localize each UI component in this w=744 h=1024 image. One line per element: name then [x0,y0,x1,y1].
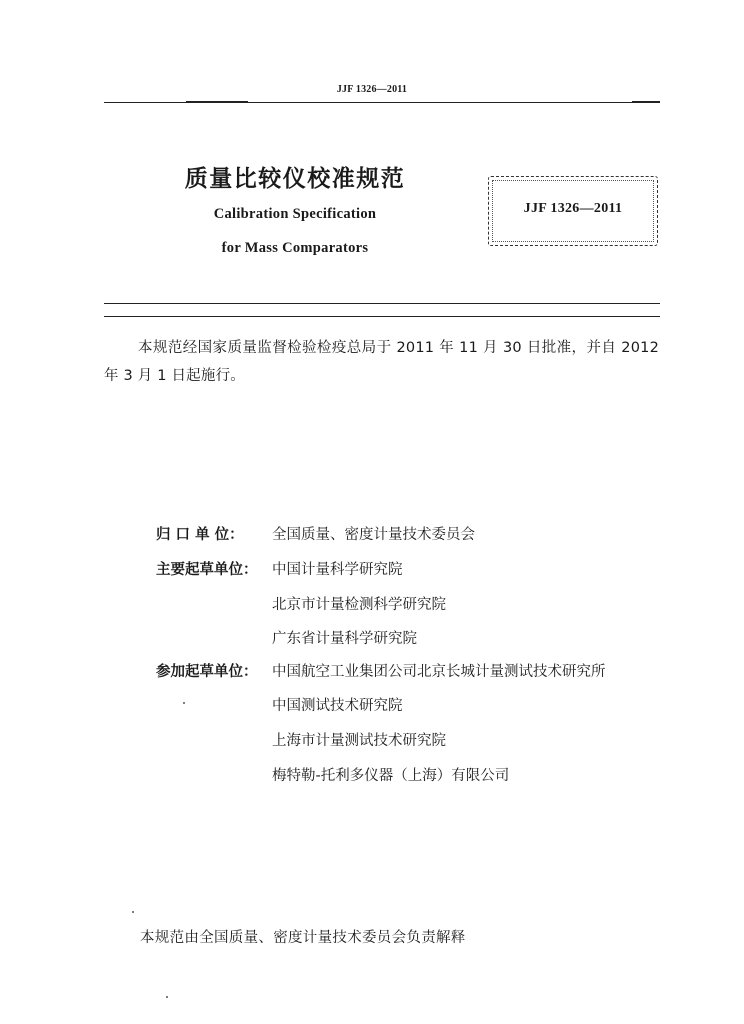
participating-drafting-label: 参加起草单位： [156,664,258,680]
separator-rule-bottom [104,316,660,317]
header-standard-code: JJF 1326—2011 [336,84,408,95]
stamp-code: JJF 1326—2011 [523,201,623,216]
standard-code-stamp [488,176,658,246]
main-drafting-unit: 广东省计量科学研究院 [272,631,417,647]
main-drafting-unit: 中国计量科学研究院 [272,562,403,578]
title-english-line2: for Mass Comparators [221,240,369,256]
footer-interpretation-note: 本规范由全国质量、密度计量技术委员会负责解释 [140,930,466,946]
main-drafting-unit: 北京市计量检测科学研究院 [272,597,446,613]
title-chinese: 质量比较仪校准规范 [184,166,406,192]
main-drafting-label: 主要起草单位： [156,562,258,578]
participating-drafting-unit: 中国测试技术研究院 [272,698,403,714]
approval-paragraph: 本规范经国家质量监督检验检疫总局于 2011 年 11 月 30 日批准，并自 2012 年 3 月 1 日起施行。 [104,340,659,384]
header-rule-accent-left [186,101,248,103]
participating-drafting-unit: 梅特勒-托利多仪器（上海）有限公司 [272,768,510,784]
participating-drafting-unit: 上海市计量测试技术研究院 [272,733,446,749]
responsible-unit-label: 归 口 单 位： [156,527,244,543]
responsible-unit-value: 全国质量、密度计量技术委员会 [272,527,475,543]
scan-speck [166,996,168,998]
participating-drafting-unit: 中国航空工业集团公司北京长城计量测试技术研究所 [272,664,606,680]
scan-speck [183,702,185,704]
scan-speck [132,911,134,913]
title-english-line1: Calibration Specification [213,206,377,222]
separator-rule-top [104,303,660,304]
header-rule-accent-right [632,101,660,103]
